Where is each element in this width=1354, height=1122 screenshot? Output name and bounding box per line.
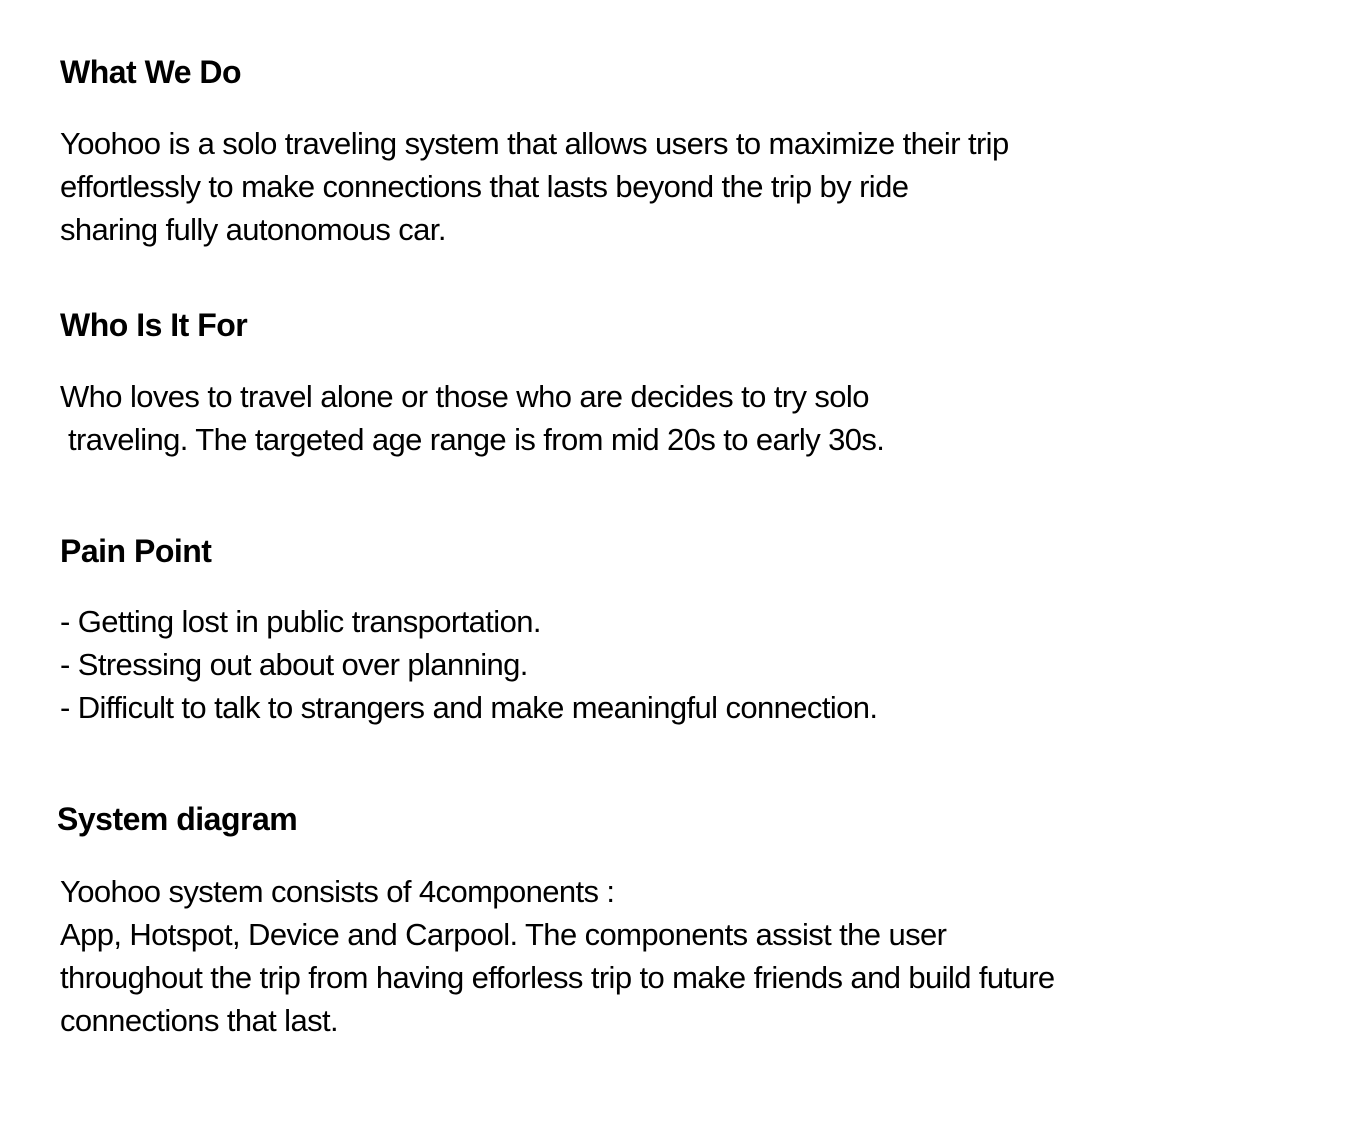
- what-we-do-heading: What We Do: [60, 54, 242, 90]
- system-diagram-line: Yoohoo system consists of 4components :: [60, 874, 615, 909]
- system-diagram-paragraph: [60, 870, 1055, 1042]
- what-we-do-line: Yoohoo is a solo traveling system that allows users to maximize their trip: [60, 126, 1009, 161]
- system-diagram-line: connections that last.: [60, 1003, 339, 1038]
- what-we-do-line: effortlessly to make connections that lasts beyond the trip by ride: [60, 169, 909, 204]
- system-diagram-line: App, Hotspot, Device and Carpool. The components assist the user: [60, 917, 947, 952]
- system-diagram-line: throughout the trip from having efforless trip to make friends and build future: [60, 960, 1055, 995]
- who-is-it-for-heading: Who Is It For: [60, 307, 248, 343]
- who-is-it-for-line: Who loves to travel alone or those who are decides to try solo: [60, 379, 869, 414]
- pain-point-item: - Difficult to talk to strangers and make meaningful connection.: [60, 690, 878, 725]
- who-is-it-for-line: traveling. The targeted age range is from mid 20s to early 30s.: [60, 422, 885, 457]
- what-we-do-paragraph: [60, 122, 1009, 251]
- what-we-do-line: sharing fully autonomous car.: [60, 212, 446, 247]
- system-diagram-heading: System diagram: [57, 801, 298, 837]
- pain-point-item: - Stressing out about over planning.: [60, 647, 528, 682]
- pain-point-heading: Pain Point: [60, 533, 212, 569]
- pain-point-list: [60, 600, 877, 729]
- pain-point-item: - Getting lost in public transportation.: [60, 604, 541, 639]
- who-is-it-for-paragraph: [60, 375, 884, 461]
